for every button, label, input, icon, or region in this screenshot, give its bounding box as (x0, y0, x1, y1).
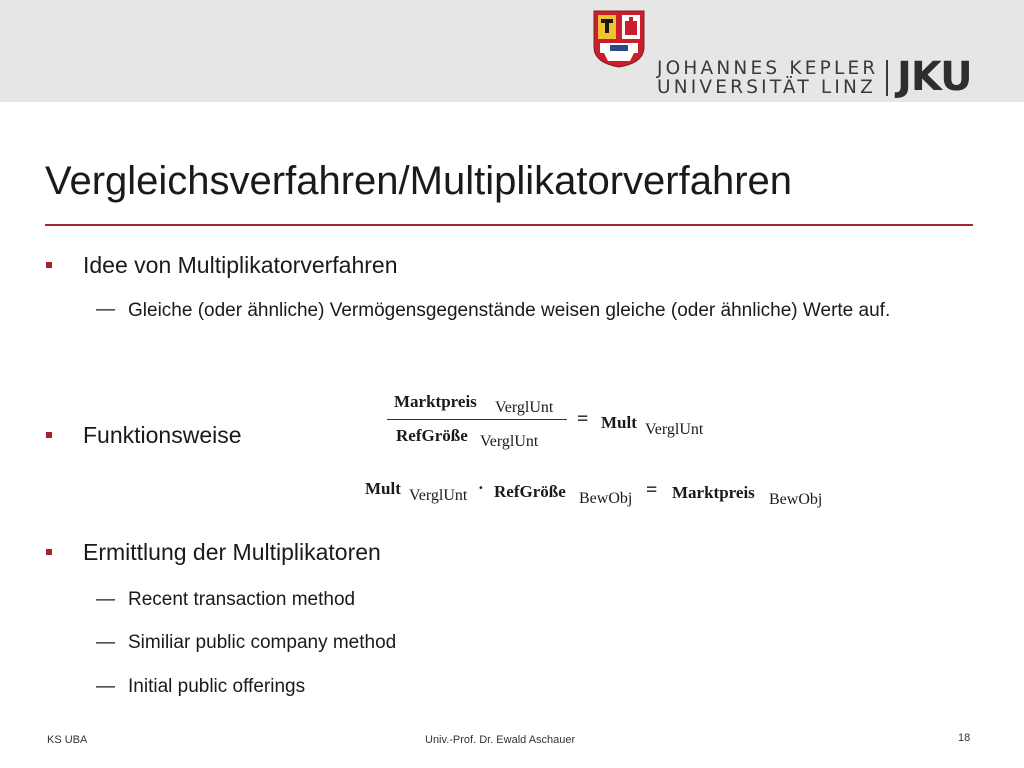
university-crest-icon (592, 9, 646, 69)
sub-bullet-public-company: Similiar public company method (128, 632, 397, 653)
sub-bullet-ipo: Initial public offerings (128, 676, 306, 697)
bullet-marker (46, 262, 52, 268)
page-number: 18 (958, 732, 971, 744)
title-divider (45, 224, 973, 226)
footer-left: KS UBA (47, 734, 88, 746)
formula1-numerator-sub: VerglUnt (495, 399, 554, 416)
logo-divider (886, 60, 888, 96)
bullet-idee: Idee von Multiplikatorverfahren (83, 252, 398, 278)
university-name-logo (657, 59, 878, 97)
formula2-result-sub: BewObj (769, 491, 823, 508)
formula2-term1-sub: VerglUnt (409, 487, 468, 504)
bullet-marker (46, 549, 52, 555)
bullet-ermittlung: Ermittlung der Multiplikatoren (83, 539, 381, 565)
footer-author: Univ.-Prof. Dr. Ewald Aschauer (425, 734, 576, 746)
formula1-denominator: RefGröße (396, 426, 468, 445)
page-title: Vergleichsverfahren/Multiplikatorverfahren (45, 159, 793, 203)
bullet-marker (46, 432, 52, 438)
formula1-denominator-sub: VerglUnt (480, 433, 539, 450)
sub-bullet-dash: — (96, 589, 115, 610)
formula1-fraction-bar (387, 419, 567, 420)
sub-bullet-dash: — (96, 632, 115, 653)
formula2-times: · (478, 478, 484, 497)
sub-bullet-gleiche: Gleiche (oder ähnliche) Vermögensgegenstände weisen gleiche (oder ähnliche) Werte auf. (128, 300, 891, 321)
formula2-result: Marktpreis (672, 483, 755, 502)
formula2-term2: RefGröße (494, 482, 566, 501)
sub-bullet-dash: — (96, 676, 115, 697)
formula1-result-sub: VerglUnt (645, 421, 704, 438)
logo-line-2: UNIVERSITÄT LINZ (657, 77, 876, 98)
formula2-term1: Mult (365, 479, 401, 498)
formula2-term2-sub: BewObj (579, 490, 633, 507)
formula2-equals: = (646, 479, 658, 501)
sub-bullet-recent-transaction: Recent transaction method (128, 589, 356, 610)
jku-logo: JKU (897, 54, 972, 100)
formula1-numerator: Marktpreis (394, 392, 477, 411)
logo-line-1: JOHANNES KEPLER (657, 58, 879, 79)
bullet-funktionsweise: Funktionsweise (83, 422, 242, 448)
formula1-result: Mult (601, 413, 637, 432)
formula1-equals: = (577, 408, 589, 430)
sub-bullet-dash: — (96, 299, 115, 320)
